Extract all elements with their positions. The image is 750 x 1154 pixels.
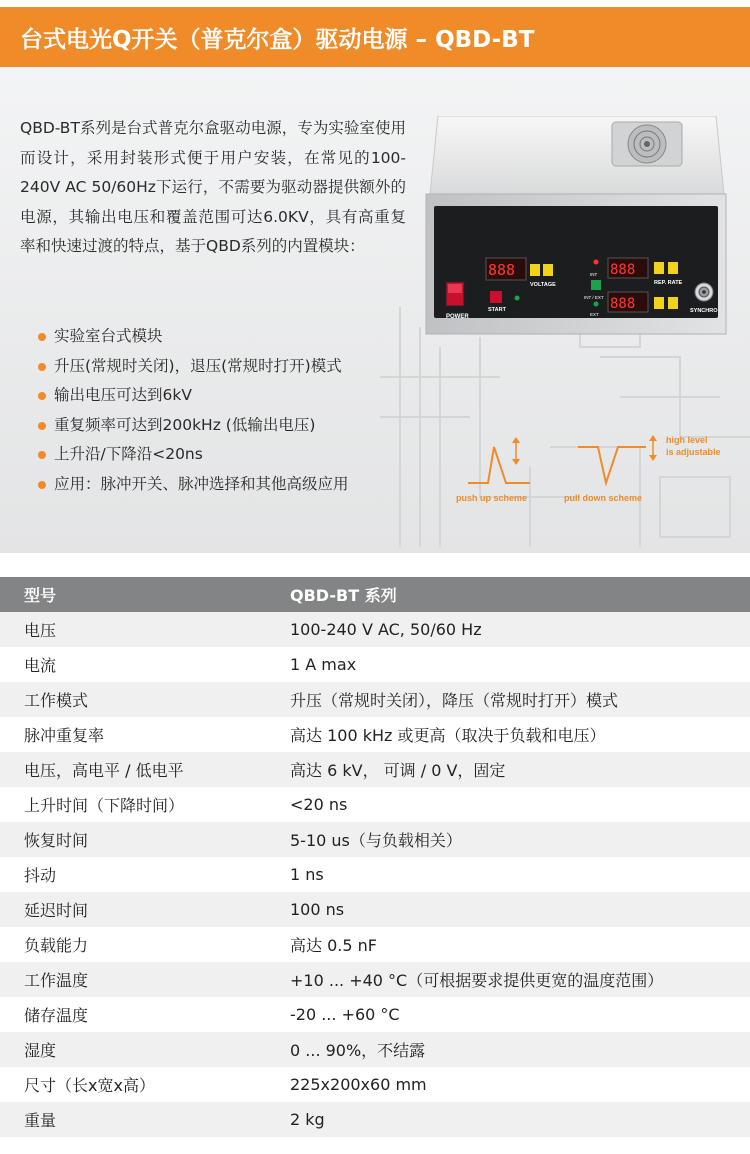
table-row bbox=[0, 787, 750, 822]
spec-value: 100 ns bbox=[290, 900, 345, 919]
svg-text:888: 888 bbox=[610, 296, 636, 312]
table-row bbox=[0, 647, 750, 682]
mode-button bbox=[591, 280, 601, 290]
pull-down-label: pull down scheme bbox=[564, 493, 643, 503]
bullet-dot-icon bbox=[38, 333, 46, 341]
bullet-dot-icon bbox=[38, 481, 46, 489]
feature-text: 应用：脉冲开关、脉冲选择和其他高级应用 bbox=[54, 474, 349, 493]
voltage-up-button bbox=[530, 264, 540, 276]
power-label: POWER bbox=[446, 314, 469, 320]
list-item bbox=[38, 352, 349, 382]
table-row bbox=[0, 997, 750, 1032]
start-button bbox=[490, 291, 502, 303]
spec-value: 2 kg bbox=[290, 1110, 325, 1129]
spec-label: 湿度 bbox=[24, 1041, 57, 1060]
spec-label: 电压，高电平 / 低电平 bbox=[24, 761, 184, 780]
int-ext-label: INT / EXT bbox=[584, 295, 604, 300]
spec-value: 1 A max bbox=[290, 655, 357, 674]
spec-value: 高达 6 kV， 可调 / 0 V，固定 bbox=[290, 761, 506, 780]
spec-value: 高达 0.5 nF bbox=[290, 936, 377, 955]
intro-paragraph: QBD-BT系列是台式普克尔盒驱动电源，专为实验室使用而设计，采用封装形式便于用户安装，在常见的100-240V AC 50/60Hz下运行，不需要为驱动器提供额外的电源，其输出电压和覆盖范围可达6.0KV，具有高重复率和快速过渡的特点，基于QBD系列的内置模块： bbox=[20, 119, 406, 255]
table-row bbox=[0, 612, 750, 647]
svg-text:888: 888 bbox=[488, 261, 516, 279]
delay-down-button bbox=[668, 297, 678, 309]
delay-up-button bbox=[654, 297, 664, 309]
list-item bbox=[38, 381, 349, 411]
table-row bbox=[0, 822, 750, 857]
spec-label: 重量 bbox=[24, 1111, 57, 1130]
push-up-waveform bbox=[468, 447, 530, 483]
spec-label: 电压 bbox=[24, 621, 57, 640]
table-row bbox=[0, 962, 750, 997]
hero-section bbox=[0, 67, 750, 553]
table-row bbox=[0, 752, 750, 787]
feature-text: 输出电压可达到6kV bbox=[54, 386, 192, 404]
table-row bbox=[0, 717, 750, 752]
spec-value: 5-10 us（与负载相关） bbox=[290, 831, 462, 850]
adjustable-label: is adjustable bbox=[666, 447, 721, 457]
table-header-row bbox=[0, 577, 750, 612]
spec-label: 工作温度 bbox=[24, 971, 89, 990]
spec-label: 恢复时间 bbox=[24, 831, 89, 850]
list-item bbox=[38, 470, 349, 500]
device-image bbox=[424, 116, 728, 338]
rep-rate-down-button bbox=[668, 262, 678, 274]
spec-label: 上升时间（下降时间） bbox=[24, 796, 185, 815]
rep-rate-label: REP. RATE bbox=[654, 280, 683, 286]
section-gap bbox=[0, 553, 750, 577]
page-header bbox=[0, 7, 750, 67]
list-item bbox=[38, 411, 349, 441]
pull-down-waveform bbox=[578, 447, 646, 483]
spec-label: 储存温度 bbox=[24, 1006, 89, 1025]
spec-value: 225x200x60 mm bbox=[290, 1075, 427, 1094]
spec-value: 0 ... 90%，不结露 bbox=[290, 1041, 426, 1060]
int-label: INT bbox=[590, 272, 598, 277]
feature-text: 重复频率可达到200kHz (低输出电压) bbox=[54, 415, 316, 434]
spec-label: 电流 bbox=[24, 656, 57, 675]
power-switch bbox=[446, 282, 464, 306]
header-series: QBD-BT 系列 bbox=[290, 586, 397, 605]
spec-label: 工作模式 bbox=[24, 691, 89, 710]
rep-rate-up-button bbox=[654, 262, 664, 274]
feature-list bbox=[38, 322, 349, 499]
spec-value: -20 ... +60 °C bbox=[290, 1005, 400, 1024]
spec-table bbox=[0, 577, 750, 1137]
table-row bbox=[0, 857, 750, 892]
bullet-dot-icon bbox=[38, 422, 46, 430]
spec-label: 负载能力 bbox=[24, 936, 89, 955]
list-item bbox=[38, 322, 349, 352]
header-model: 型号 bbox=[24, 586, 57, 605]
bullet-dot-icon bbox=[38, 451, 46, 459]
top-strip bbox=[0, 0, 750, 7]
fan-icon bbox=[612, 122, 682, 166]
spec-value: <20 ns bbox=[290, 795, 348, 814]
feature-text: 实验室台式模块 bbox=[54, 327, 163, 345]
page-title: 台式电光Q开关（普克尔盒）驱动电源 – QBD-BT bbox=[20, 27, 535, 53]
spec-label: 尺寸（长x宽x高） bbox=[24, 1076, 155, 1095]
spec-label: 脉冲重复率 bbox=[24, 726, 105, 745]
synchro-label: SYNCHRO bbox=[690, 308, 718, 314]
start-label: START bbox=[488, 307, 506, 313]
ext-label: EXT bbox=[590, 312, 599, 317]
list-item bbox=[38, 440, 349, 470]
table-row bbox=[0, 1067, 750, 1102]
table-row bbox=[0, 682, 750, 717]
voltage-down-button bbox=[543, 264, 553, 276]
spec-value: 100-240 V AC, 50/60 Hz bbox=[290, 620, 482, 639]
pulse-scheme-diagram bbox=[450, 427, 740, 503]
table-row bbox=[0, 1032, 750, 1067]
feature-text: 上升沿/下降沿<20ns bbox=[54, 445, 203, 463]
bullet-dot-icon bbox=[38, 363, 46, 371]
svg-text:888: 888 bbox=[610, 262, 636, 278]
spec-label: 抖动 bbox=[24, 866, 57, 885]
spec-value: 1 ns bbox=[290, 865, 324, 884]
table-row bbox=[0, 1102, 750, 1137]
table-row bbox=[0, 892, 750, 927]
feature-text: 升压(常规时关闭)，退压(常规时打开)模式 bbox=[54, 356, 342, 375]
high-level-label: high level bbox=[666, 435, 708, 445]
spec-value: 升压（常规时关闭），降压（常规时打开）模式 bbox=[290, 691, 619, 710]
voltage-label: VOLTAGE bbox=[530, 282, 556, 288]
spec-value: 高达 100 kHz 或更高（取决于负载和电压） bbox=[290, 726, 606, 745]
spec-value: +10 ... +40 °C（可根据要求提供更宽的温度范围） bbox=[290, 971, 664, 990]
spec-label: 延迟时间 bbox=[24, 901, 89, 920]
bnc-connector-icon bbox=[695, 283, 713, 301]
table-row bbox=[0, 927, 750, 962]
push-up-label: push up scheme bbox=[456, 493, 528, 503]
bullet-dot-icon bbox=[38, 392, 46, 400]
